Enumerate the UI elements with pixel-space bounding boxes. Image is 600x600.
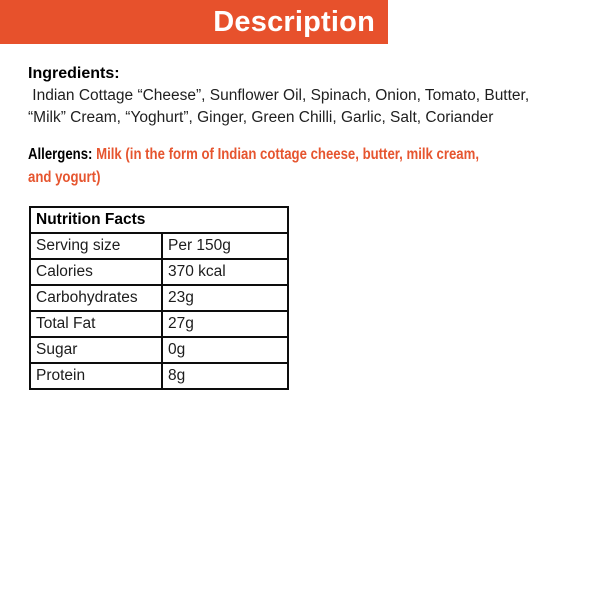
row-value: 27g [162, 311, 288, 337]
allergens-section [28, 143, 479, 189]
row-label: Protein [30, 363, 162, 389]
table-row [30, 259, 288, 285]
row-value: 370 kcal [162, 259, 288, 285]
table-row [30, 285, 288, 311]
table-row [30, 311, 288, 337]
row-value: 8g [162, 363, 288, 389]
ingredients-section [28, 62, 529, 129]
table-row [30, 363, 288, 389]
ingredients-heading: Ingredients: [28, 65, 120, 82]
table-row [30, 337, 288, 363]
ingredients-line-1: Indian Cottage “Cheese”, Sunflower Oil, Spinach, Onion, Tomato, Butter, [28, 87, 530, 104]
allergens-text-line-1: Milk (in the form of Indian cottage cheese, butter, milk cream, [96, 146, 480, 163]
row-label: Carbohydrates [30, 285, 162, 311]
allergens-line-2 [28, 166, 479, 189]
table-row [30, 233, 288, 259]
ingredients-line-2: “Milk” Cream, “Yoghurt”, Ginger, Green Chilli, Garlic, Salt, Coriander [28, 109, 494, 126]
header-banner [0, 0, 388, 44]
nutrition-table-title: Nutrition Facts [30, 207, 288, 233]
page-title: Description [213, 5, 375, 38]
nutrition-table [29, 206, 289, 390]
nutrition-table-header-row [30, 207, 288, 233]
row-label: Sugar [30, 337, 162, 363]
row-label: Calories [30, 259, 162, 285]
allergens-line-1 [28, 143, 479, 166]
allergens-text-line-2: and yogurt) [28, 169, 101, 186]
row-label: Total Fat [30, 311, 162, 337]
row-value: 0g [162, 337, 288, 363]
row-value: Per 150g [162, 233, 288, 259]
allergens-heading: Allergens: [28, 146, 93, 163]
row-value: 23g [162, 285, 288, 311]
row-label: Serving size [30, 233, 162, 259]
